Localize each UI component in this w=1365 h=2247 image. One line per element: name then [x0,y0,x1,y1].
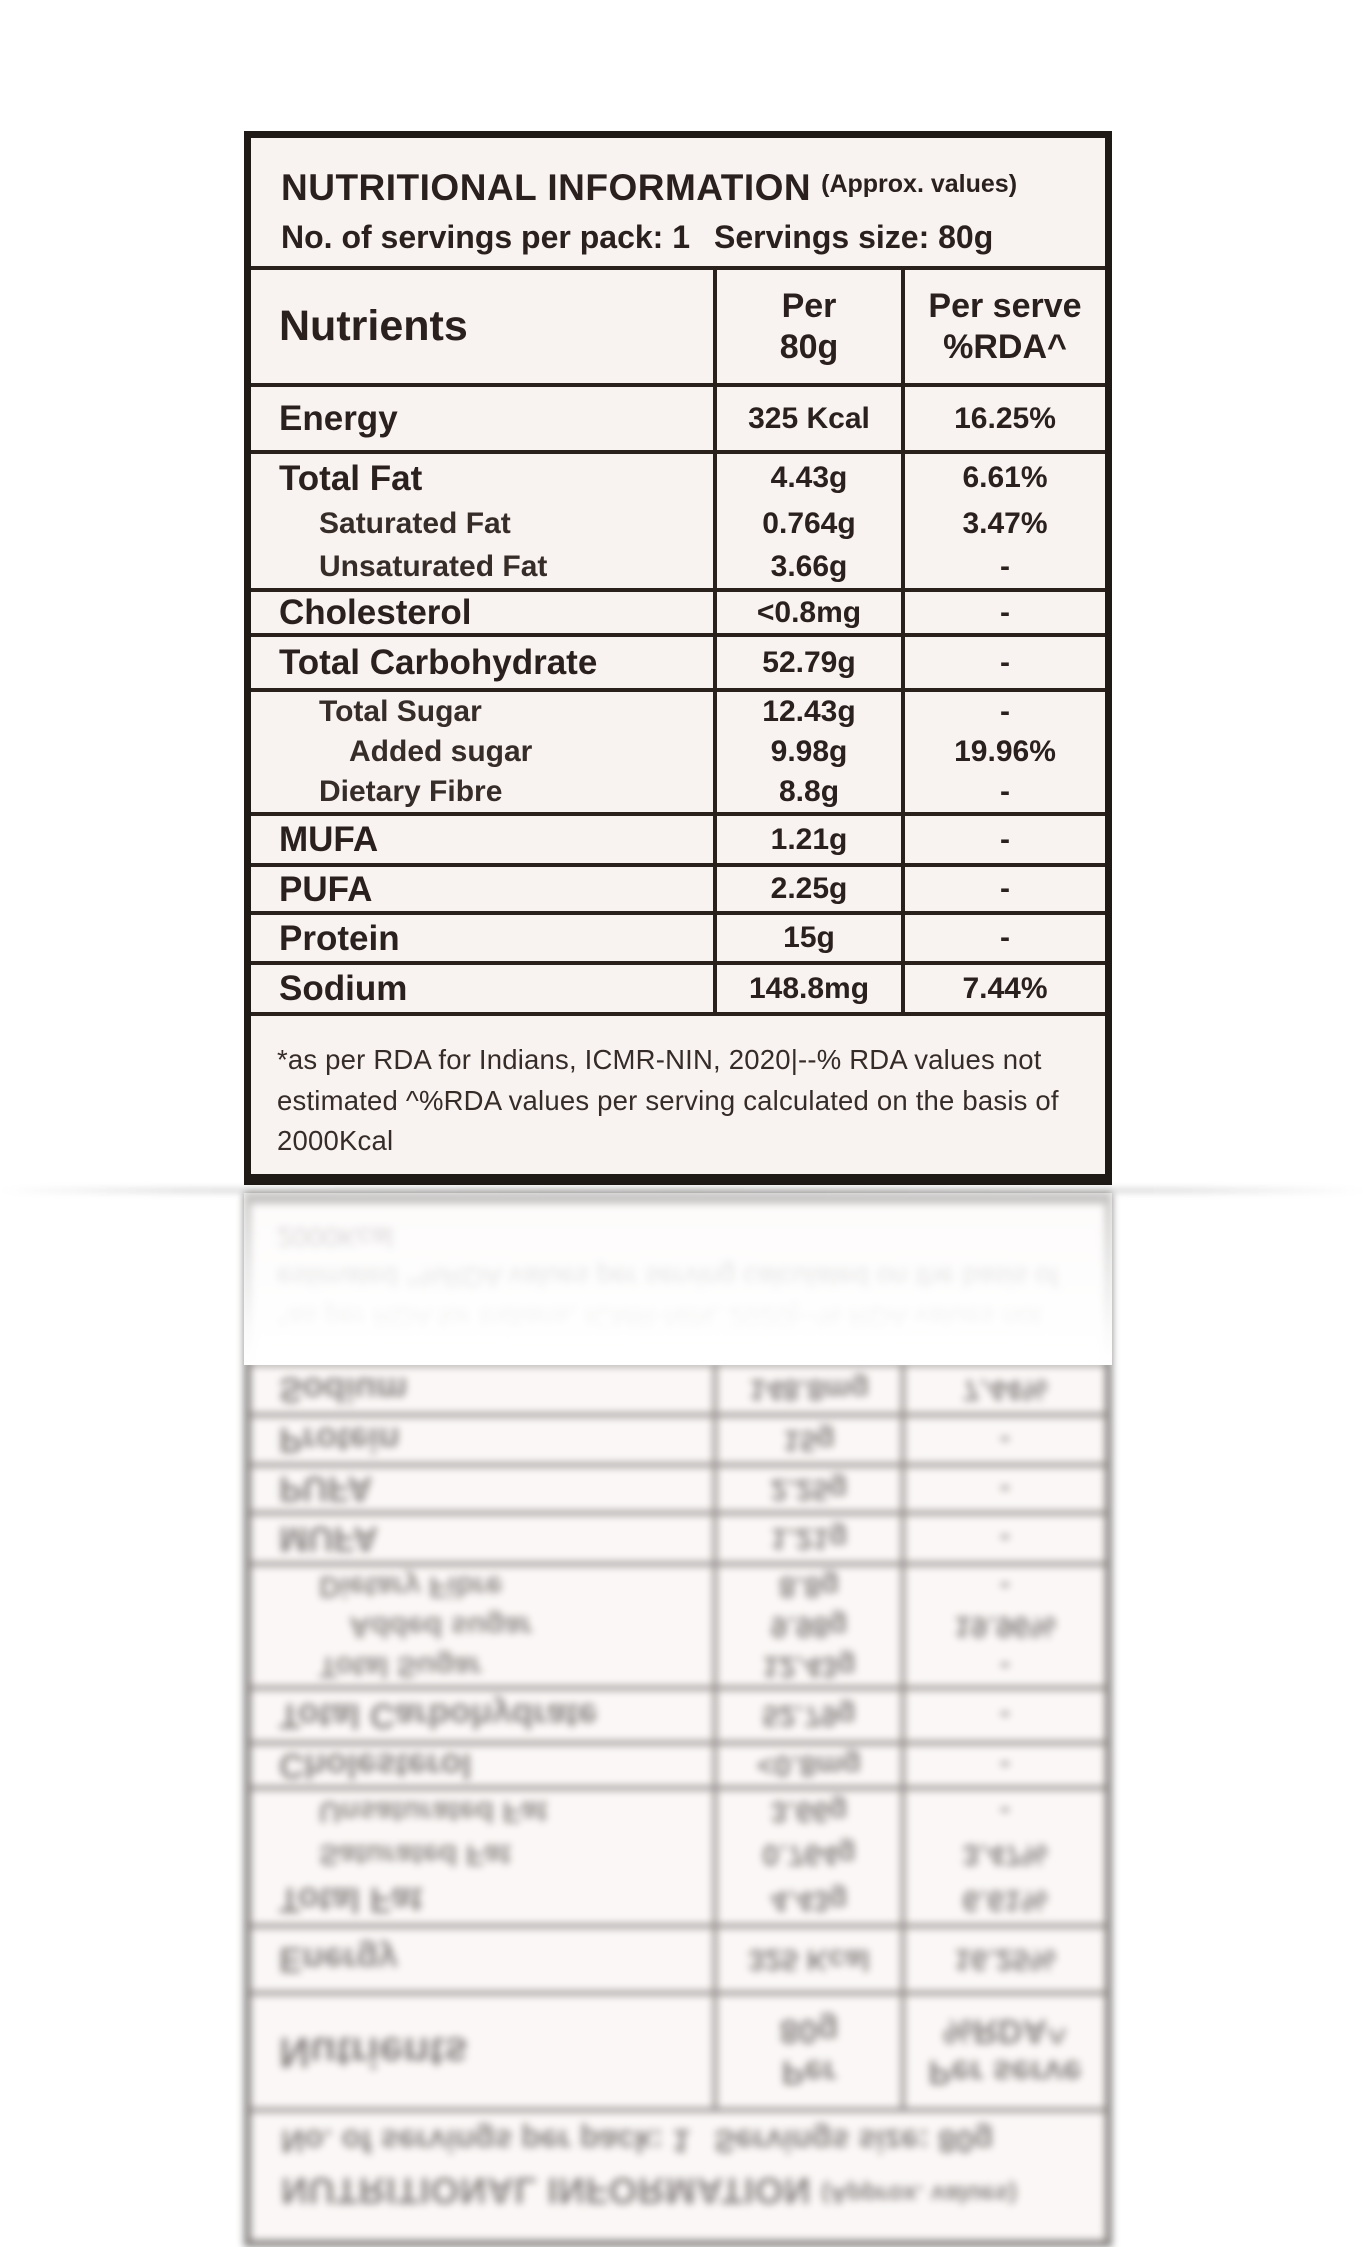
table-row-group-sugar [251,692,1105,816]
cell-label [251,816,713,863]
nutrient-rda: - [1000,549,1010,583]
table-row-sodium [251,965,1105,1016]
nutrient-label: Unsaturated Fat [319,549,548,583]
nutrient-value: 9.98g [770,735,848,768]
nutrient-label: Energy [279,399,398,438]
nutrient-rda: - [1000,921,1010,954]
nutrient-rda: 19.96% [954,735,1056,768]
cell-label [251,454,713,588]
unsaturated-fat-label-line [251,545,713,588]
nutrient-value: 15g [783,921,835,954]
table-row-cholesterol [251,592,1105,637]
header-cell-nutrients [251,270,713,383]
cell-value [713,915,901,961]
table-row-energy [251,387,1105,454]
servings-line [281,214,1095,260]
nutrient-label: PUFA [279,869,373,909]
nutrient-label: Total Fat [279,458,423,498]
header-cell-per-80g [713,270,901,383]
cell-value [713,592,901,633]
nutrient-value: 4.43g [770,461,848,494]
nutrient-rda: 16.25% [954,401,1056,435]
cell-value [713,387,901,450]
nutrient-value: 52.79g [762,645,856,679]
serving-size: Servings size: 80g [714,218,994,255]
saturated-fat-label-line [251,502,713,545]
nutrient-value: 2.25g [770,872,848,905]
nutrient-label: Dietary Fibre [319,775,503,808]
table-header-row [251,270,1105,387]
nutrient-rda: - [1000,822,1010,856]
nutrient-rda: - [1000,695,1010,728]
table-row-protein [251,915,1105,965]
nutrient-rda: - [1000,872,1010,905]
nutrition-label [244,131,1112,1185]
nutrient-label: Cholesterol [279,593,472,632]
cell-rda [901,867,1105,911]
dietary-fibre-label-line [251,772,713,812]
cell-label [251,592,713,633]
nutrient-rda: - [1000,595,1010,629]
table-row-group-fat [251,454,1105,592]
nutrient-label: Protein [279,918,400,958]
nutrient-value: 0.764g [762,506,856,540]
nutrient-rda: 7.44% [962,971,1048,1005]
nutrient-label: Sodium [279,969,408,1008]
nutrient-value: <0.8mg [756,595,862,629]
table-row-pufa [251,867,1105,915]
servings-per-pack: No. of servings per pack: 1 [281,218,691,255]
nutrient-value: 1.21g [770,822,848,856]
nutrient-value: 12.43g [762,695,856,728]
nutrient-rda: - [1000,645,1010,679]
reflection-fade-overlay [244,1193,1112,1365]
cell-label [251,387,713,450]
added-sugar-label-line [251,732,713,772]
footnote-section [251,1016,1105,1162]
cell-value [713,965,901,1012]
table-row-mufa [251,816,1105,867]
nutrient-label: Added sugar [349,735,533,768]
cell-rda [901,692,1105,812]
nutrient-value: 325 Kcal [748,401,870,435]
nutrient-label: Total Sugar [319,695,482,728]
nutrient-label: Total Carbohydrate [279,643,598,682]
cell-label [251,965,713,1012]
cell-label [251,915,713,961]
header-nutrients-label: Nutrients [279,302,468,350]
cell-label [251,692,713,812]
cell-rda [901,387,1105,450]
cell-rda [901,454,1105,588]
nutrient-value: 148.8mg [748,971,870,1005]
cell-rda [901,816,1105,863]
label-title: NUTRITIONAL INFORMATION [281,167,812,208]
nutrient-rda: - [1000,775,1010,808]
cell-value [713,454,901,588]
header-rda-line1: Per serve [928,287,1082,326]
fat-label-line [251,454,713,502]
cell-value [713,637,901,688]
cell-rda [901,915,1105,961]
cell-value [713,692,901,812]
cell-label [251,867,713,911]
cell-value [713,816,901,863]
footnote-text: *as per RDA for Indians, ICMR-NIN, 2020|--% RDA values not estimated ^%RDA values per serving calculated on the basis of 2000Kcal [277,1044,1059,1157]
nutrient-rda: 6.61% [962,461,1048,494]
total-sugar-label-line [251,692,713,732]
nutrient-value: 3.66g [770,549,848,583]
cell-rda [901,965,1105,1012]
header-per-line1: Per [781,287,837,326]
label-reflection: NUTRITIONAL INFORMATION (Approx. values) No. of servings per pack: 1 Servings size: 80g Nutrients Per 80g Per serve %RDA^ Energy 325 Kcal 16.25% Total Fat Saturated Fat Unsaturated Fat 4.43g 0.764g 3.66g 6.61% 3.47% - Cholesterol <0.8mg - Total Carbohydrate 52.79g - Total Sugar Added sugar Dietary Fibre 12.43g 9.98g 8.8g - 19.96% - MUFA 1.21g - PUFA 2.25g - Protein 15g - Sodium 148.8mg 7.44% [244,1193,1112,1365]
label-title-note: (Approx. values) [821,169,1018,198]
cell-label [251,637,713,688]
header-cell-per-serve-rda [901,270,1105,383]
header-per-line2: 80g [779,327,839,366]
table-row-carbohydrate [251,637,1105,692]
label-title-section [251,138,1105,270]
nutrient-label: Saturated Fat [319,506,511,540]
nutrient-label: MUFA [279,820,379,859]
nutrient-value: 8.8g [778,775,840,808]
cell-rda [901,637,1105,688]
cell-value [713,867,901,911]
nutrient-rda: 3.47% [962,506,1048,540]
header-rda-line2: %RDA^ [943,327,1067,366]
cell-rda [901,592,1105,633]
label-title-line [281,162,1095,214]
